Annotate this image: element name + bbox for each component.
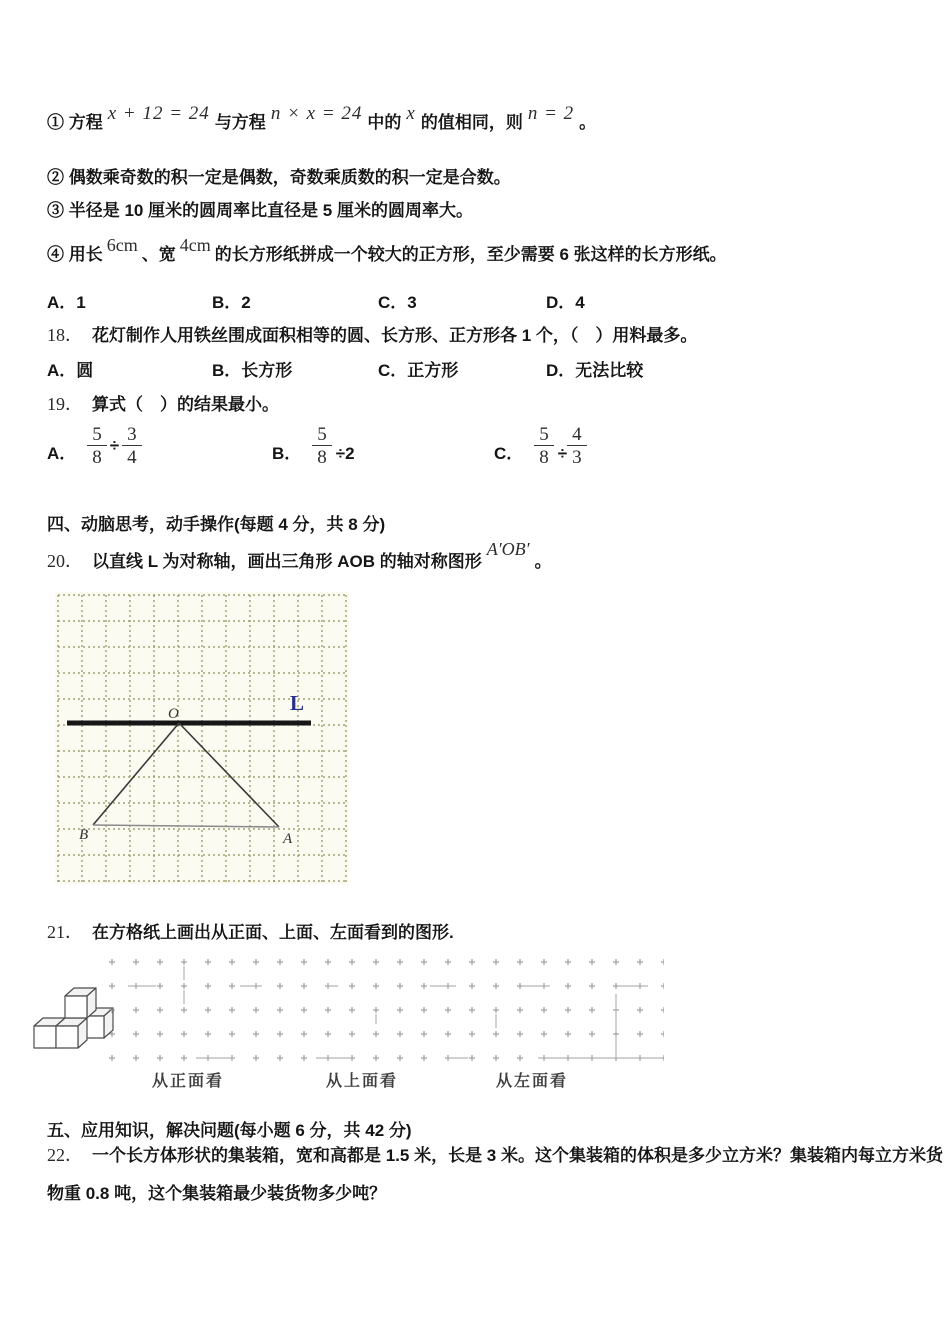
frac-numerator: 5 [87, 424, 107, 446]
q18-stem-line [47, 321, 697, 347]
q21-stem: 在方格纸上画出从正面、上面、左面看到的图形. [92, 923, 454, 942]
q17-item1-pre: ① 方程 [47, 113, 103, 132]
plus-dot-field [100, 950, 664, 1062]
q20-sup-label: A′OB′ [486, 539, 530, 559]
q17-item4-pre: ④ 用长 [47, 245, 103, 264]
axis-label-L: L [290, 691, 305, 715]
q19-number: 19． [47, 394, 83, 414]
section5-header: 五、应用知识，解决问题(每小题 6 分，共 42 分) [47, 1121, 412, 1140]
q20-stem: 以直线 L 为对称轴，画出三角形 AOB 的轴对称图形 [92, 552, 482, 571]
caption-top-view: 从上面看 [326, 1073, 399, 1090]
q19-stem-line [47, 390, 279, 416]
q18-option-b: B．长方形 [212, 361, 293, 380]
q18-option-c: C．正方形 [378, 361, 459, 380]
vertex-label-A: A [283, 831, 293, 847]
q20-stem-line [47, 539, 552, 573]
q17-item1-eq3: n = 2 [527, 103, 575, 124]
q22-line-1 [47, 1141, 943, 1167]
q17-item-2: ② 偶数乘奇数的积一定是偶数，奇数乘质数的积一定是合数。 [47, 168, 511, 187]
q18-number: 18． [47, 325, 83, 345]
frac-numerator: 5 [312, 424, 332, 446]
q17-option-a: A．1 [47, 293, 86, 312]
frac-denominator: 8 [92, 447, 102, 469]
section4-header: 四、动脑思考，动手操作(每题 4 分，共 8 分) [47, 515, 386, 534]
q17-option-d: D．4 [546, 293, 585, 312]
q17-item1-eq2: n × x = 24 [270, 103, 363, 124]
frac-numerator: 5 [534, 424, 554, 446]
caption-left-view: 从左面看 [496, 1073, 569, 1090]
frac-denominator: 4 [127, 447, 137, 469]
caption-front-view: 从正面看 [152, 1073, 225, 1090]
q17-option-c: C．3 [378, 293, 417, 312]
q17-item4-dim1: 6cm [106, 235, 138, 255]
q17-item1-mid2: 中的 [367, 113, 402, 132]
q17-item1-eq1: x + 12 = 24 [107, 103, 210, 124]
q19-option-a-label: A． [47, 443, 77, 463]
frac-denominator: 3 [572, 447, 582, 469]
q18-stem: 花灯制作人用铁丝围成面积相等的圆、长方形、正方形各 1 个，（ ）用料最多。 [92, 326, 698, 345]
q19-option-b-frac1 [312, 424, 332, 469]
q19-option-c-divide: ÷ [557, 443, 568, 463]
q19-option-c-label: C． [494, 443, 524, 463]
q19-option-c [494, 424, 587, 469]
frac-numerator: 4 [567, 424, 587, 446]
q17-item-4 [47, 235, 727, 265]
frac-numerator: 3 [122, 424, 142, 446]
q19-option-a-frac1 [87, 424, 107, 469]
frac-denominator: 8 [539, 447, 549, 469]
vertex-label-B: B [79, 827, 89, 843]
q17-option-b: B．2 [212, 293, 251, 312]
q17-item1-var: x [406, 103, 416, 124]
q17-item4-mid: 、宽 [141, 245, 176, 264]
q21-number: 21． [47, 922, 83, 942]
q17-item4-end: 的长方形纸拼成一个较大的正方形，至少需要 6 张这样的长方形纸。 [214, 245, 727, 264]
q17-item-3: ③ 半径是 10 厘米的圆周率比直径是 5 厘米的圆周率大。 [47, 201, 473, 220]
q17-item-1 [47, 103, 597, 134]
q19-option-a-frac2 [122, 424, 142, 469]
q17-item1-end: 。 [579, 113, 597, 132]
q22-line-2: 物重 0.8 吨，这个集装箱最少装货物多少吨？ [47, 1184, 387, 1203]
q20-number: 20． [47, 551, 83, 571]
q19-option-b-label: B． [272, 443, 302, 463]
q19-option-c-frac1 [534, 424, 554, 469]
q22-text-1: 一个长方体形状的集装箱，宽和高都是 1.5 米，长是 3 米。这个集装箱的体积是多少立方米？集装箱内每立方米货 [92, 1146, 943, 1165]
q19-stem: 算式（ ）的结果最小。 [92, 395, 279, 414]
q19-option-a-divide: ÷ [109, 436, 120, 456]
q17-item1-mid3: 的值相同，则 [420, 113, 523, 132]
q18-option-d: D．无法比较 [546, 361, 644, 380]
q19-option-a [47, 424, 142, 469]
q17-item4-dim2: 4cm [179, 235, 211, 255]
q18-option-a: A．圆 [47, 361, 94, 380]
q22-number: 22． [47, 1145, 83, 1165]
q20-grid-figure [55, 592, 349, 884]
q19-option-c-frac2 [567, 424, 587, 469]
q19-option-b-divide: ÷2 [335, 443, 355, 463]
q17-options-row [0, 288, 950, 316]
frac-denominator: 8 [317, 447, 327, 469]
q17-item1-mid1: 与方程 [214, 113, 266, 132]
q20-end: 。 [534, 552, 552, 571]
q21-stem-line [47, 918, 454, 944]
q19-option-b [272, 424, 355, 469]
vertex-label-O: O [168, 706, 179, 722]
q21-dot-grid [100, 950, 664, 1062]
q18-options-row [0, 356, 950, 384]
